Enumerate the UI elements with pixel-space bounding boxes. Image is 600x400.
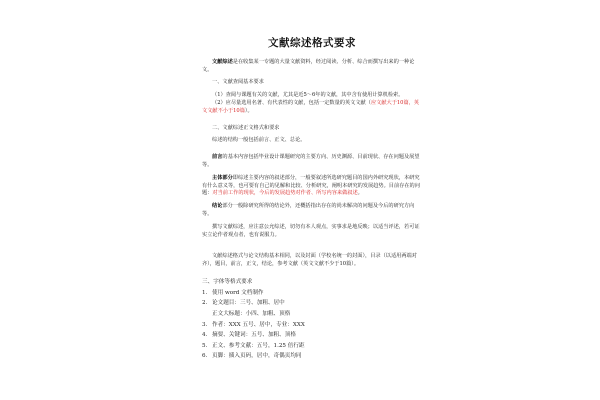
body-end: 。 <box>357 190 363 197</box>
section2-structure: 综述的结构一般包括前言、正文、总论。 <box>212 137 306 144</box>
section1-item2 <box>202 100 422 116</box>
section2-heading: 二、文献综述正文格式和要求 <box>212 124 280 131</box>
writing-paragraph: 撰写文献综述，应注意公允综述，切勿有本人观点，实事求是地反映；以适当评述，若可证实立论作者观点者，也有说服力。 <box>202 223 420 238</box>
section1-item2-highlight: 应文献大于10篇，英文文献不小于10篇 <box>202 99 420 114</box>
preface-paragraph <box>202 154 422 170</box>
section1-heading: 一、文献查阅基本要求 <box>212 79 264 86</box>
list-item: 4. 摘要、关键词：五号、加粗、顶格 <box>202 332 296 339</box>
body-text: 即综述主要内容的叙述部分，一般要叙述所选研究题目的国内外研究现状，本研究有什么意义等，也可要有自己的见解和比较、分析研究，阐明本研究的发展趋势。目前存在的问题： <box>202 174 420 197</box>
intro-term: 文献综述 <box>212 58 233 65</box>
list-item: 1. 使用 word 文档制作 <box>202 289 264 296</box>
summary-paragraph <box>202 203 422 219</box>
list-item: 3. 作者：XXX 五号、居中，专业：XXX <box>202 321 305 328</box>
list-item: 6. 页脚：插入页码，居中，奇偶页均同 <box>202 353 302 360</box>
summary-text: 部分一般除研究所得的结论外，还概括指出存在的尚未解决的问题及今后的研究方向等。 <box>202 203 415 217</box>
section1-item2-normal: （2）应尽量选用名著、有代表性的文献，包括一定数量的英文文献（ <box>212 99 371 106</box>
section1-item1: （1）查阅与课题有关的文献，尤其是近5～6年的文献，其中含有使用计算机检索。 <box>212 92 404 99</box>
intro-text: 是在收集某一专题的大量文献资料，经过阅读、分析、综合而撰写出来的一种论文。 <box>202 58 415 73</box>
list-item: 2. 论文题目：三号、加粗、居中 <box>202 300 285 307</box>
summary-term: 结论 <box>212 203 223 210</box>
list-item: 5. 正文、参考文献：五号，1.25 倍行距 <box>202 342 305 349</box>
body-highlight: 对当前工作的现状，今后的发展趋势对作者、所写内容来做叙述 <box>212 190 358 197</box>
document-title: 文献综述格式要求 <box>268 37 356 49</box>
list-item: 正文大标题：小四、加粗、顶格 <box>212 310 291 317</box>
section3-heading: 三、字体等格式要求 <box>202 278 253 285</box>
body-term: 主体部分 <box>212 174 233 181</box>
section1-item2-end: ）。 <box>244 107 253 114</box>
body-paragraph <box>202 175 422 198</box>
preface-text: 的基本内容包括毕业设计课题研究的主要方向、历史渊源、目前现状、存在问题及展望等。 <box>202 154 420 168</box>
intro-paragraph <box>202 59 422 75</box>
section3 <box>202 278 422 361</box>
format-paragraph: 文献综述格式与论文结构基本相同，以及封面（学校名统一的封面），目录（以适用两端对齐），题目，前言，正文，结论，参考文献（英文文献不少于10篇）。 <box>202 253 417 268</box>
preface-term: 前言 <box>212 154 223 161</box>
